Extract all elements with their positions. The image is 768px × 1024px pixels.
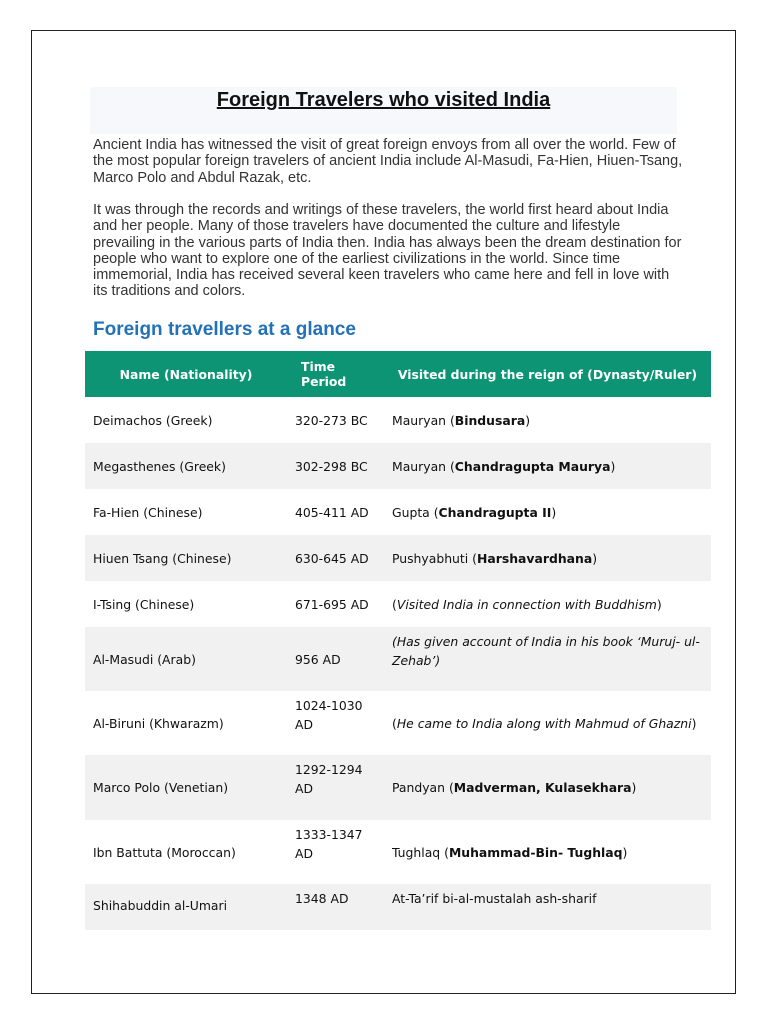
cell-period: 1333-1347 AD: [295, 827, 363, 861]
cell-reign: Gupta (Chandragupta II): [392, 504, 557, 520]
cell-period: 405-411 AD: [295, 504, 369, 520]
history-paragraph: It was through the records and writings of these travelers, the world first heard about India and her people. Many of those travelers have documented the culture and lifestyle prevailing in the various parts of India then. India has always been the dream destination for people who want to explore one of the earliest civilizations in the world. Since time immemorial, India has received several keen travelers who came here and fell in love with its traditions and colors.: [93, 202, 682, 300]
cell-reign: (Has given account of India in his book ‘Muruj- ul-Zehab’): [392, 634, 700, 668]
cell-reign: Pushyabhuti (Harshavardhana): [392, 550, 598, 566]
header-name: Name (Nationality): [119, 366, 253, 382]
header-period: Time Period: [301, 359, 347, 389]
cell-reign: Pandyan (Madverman, Kulasekhara): [392, 780, 637, 795]
table-row: [85, 443, 711, 489]
intro-paragraph: Ancient India has witnessed the visit of great foreign envoys from all over the world. Few of the most popular foreign travelers of ancient India include Al-Masudi, Fa-Hien, Hiuen-Tsang, Marco Polo and Abdul Razak, etc.: [93, 137, 683, 186]
cell-name: Al-Biruni (Khwarazm): [93, 715, 224, 731]
cell-period: 1292-1294 AD: [295, 762, 363, 796]
cell-name: Deimachos (Greek): [93, 412, 213, 428]
cell-reign: (Visited India in connection with Buddhism): [392, 596, 662, 612]
cell-name: Fa-Hien (Chinese): [93, 504, 203, 520]
cell-name: Ibn Battuta (Moroccan): [93, 844, 236, 860]
table-row: [85, 820, 711, 884]
cell-reign: Tughlaq (Muhammad-Bin- Tughlaq): [392, 844, 628, 860]
cell-period: 1348 AD: [295, 891, 349, 906]
cell-reign: Mauryan (Bindusara): [392, 412, 531, 428]
section-heading: Foreign travellers at a glance: [93, 319, 356, 340]
table-row: [85, 397, 711, 443]
cell-reign: (He came to India along with Mahmud of Ghazni): [392, 715, 697, 731]
table-header: [85, 351, 711, 397]
cell-period: 1024-1030 AD: [295, 698, 363, 732]
cell-reign: Mauryan (Chandragupta Maurya): [392, 458, 616, 474]
table-row: [85, 535, 711, 581]
cell-period: 302-298 BC: [295, 458, 368, 474]
cell-name: Al-Masudi (Arab): [93, 651, 196, 667]
cell-period: 671-695 AD: [295, 596, 369, 612]
table-row: [85, 627, 711, 691]
table-row: [85, 691, 711, 755]
cell-name: Marco Polo (Venetian): [93, 780, 229, 795]
table-row: [85, 755, 711, 820]
cell-name: Megasthenes (Greek): [93, 458, 226, 474]
cell-name: Shihabuddin al-Umari: [93, 898, 228, 913]
table-row: [85, 884, 711, 930]
cell-period: 320-273 BC: [295, 412, 368, 428]
cell-reign: At-Ta’rif bi-al-mustalah ash-sharif: [392, 891, 597, 906]
table-row: [85, 581, 711, 627]
cell-period: 630-645 AD: [295, 550, 369, 566]
document-title: Foreign Travelers who visited India: [216, 89, 551, 111]
cell-name: I-Tsing (Chinese): [93, 596, 195, 612]
cell-period: 956 AD: [295, 651, 341, 667]
table-row: [85, 489, 711, 535]
cell-name: Hiuen Tsang (Chinese): [93, 550, 232, 566]
travellers-table: [85, 351, 711, 930]
header-reign: Visited during the reign of (Dynasty/Ruler): [397, 366, 698, 382]
